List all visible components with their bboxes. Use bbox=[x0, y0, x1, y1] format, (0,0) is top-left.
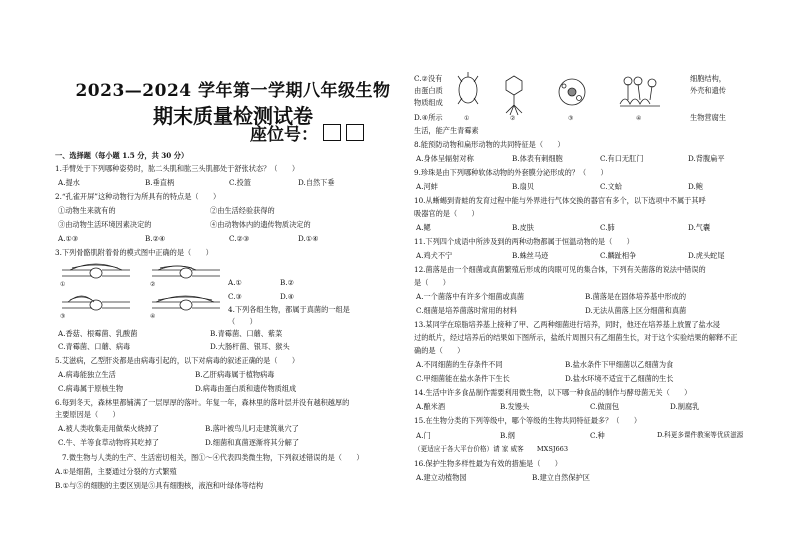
q7-opt-c-line3: 物质组成 bbox=[414, 98, 443, 107]
q2-opt-a: A.①③ bbox=[58, 234, 79, 243]
q1-opt-c: C.投篮 bbox=[229, 178, 251, 187]
q6-opt-c: C.牛、羊等食草动物将其吃掉了 bbox=[58, 438, 159, 447]
q13-stem-cont2: 确的是（ ） bbox=[414, 346, 465, 355]
q10-opt-c: C.肺 bbox=[600, 223, 615, 232]
fig-label-4: ④ bbox=[636, 115, 642, 122]
q16-opt-b: B.建立自然保护区 bbox=[532, 473, 590, 482]
q13-opt-d: D.盐水环境不适宜于乙细菌的生长 bbox=[565, 374, 674, 383]
exam-title-line1: 2023—2024 学年第一学期八年级生物 bbox=[75, 81, 391, 101]
q4-opt-d: D.大肠杆菌、银耳、猴头 bbox=[210, 342, 290, 351]
q6-stem: 6.每到冬天，森林里都铺满了一层厚厚的落叶。年复一年，森林里的落叶层并没有越积越厚的 bbox=[55, 398, 350, 407]
q7-opt-b: B.①与⑤的细胞的主要区别是⑤具有细胞核，液泡和叶绿体等结构 bbox=[55, 481, 264, 490]
q4-opt-a: A.香菇、根霉菌、乳酸菌 bbox=[58, 329, 138, 338]
q1-opt-b: B.垂直柄 bbox=[145, 178, 175, 187]
q6-opt-d: D.细菌和真菌逐渐将其分解了 bbox=[205, 438, 300, 447]
q1-opt-a: A.提水 bbox=[58, 178, 80, 187]
q5-stem: 5.艾滋病，乙型肝炎都是由病毒引起的，以下对病毒的叙述正确的是（ ） bbox=[55, 356, 300, 365]
q14-opt-c: C.做面包 bbox=[590, 402, 620, 411]
q12-opt-c: C.细菌是培养菌落时常用的材料 bbox=[416, 306, 517, 315]
q11-opt-d: D.虎头蛇尾 bbox=[688, 251, 725, 260]
q4-paren: （ ） bbox=[228, 317, 257, 326]
q14-opt-d: D.制腐乳 bbox=[670, 402, 700, 411]
q6-opt-a: A.被人类收集走用做柴火烧掉了 bbox=[58, 424, 159, 433]
q5-opt-d: D.病毒由蛋白质和遗传物质组成 bbox=[195, 384, 297, 393]
q5-opt-b: B.乙肝病毒属于植物病毒 bbox=[195, 370, 275, 379]
q14-stem: 14.生活中许多食品制作需要利用微生物，以下哪一种食品的制作与酵母菌无关（ ） bbox=[414, 388, 692, 397]
q11-opt-b: B.蛛丝马迹 bbox=[512, 251, 549, 260]
q13-opt-b: B.盐水条件下甲细菌以乙细菌为食 bbox=[565, 360, 674, 369]
q11-stem: 11.下列四个成语中所涉及到的两种动物都属于恒温动物的是（ ） bbox=[414, 237, 634, 246]
section-heading: 一、选择题（每小题 1.5 分，共 30 分） bbox=[55, 151, 189, 160]
q10-opt-d: D.气囊 bbox=[688, 223, 711, 232]
q2-opt-b: B.②④ bbox=[145, 234, 166, 243]
q8-opt-c: C.有口无肛门 bbox=[600, 154, 644, 163]
q4-opt-c: C.青霉菌、口蘑、病毒 bbox=[58, 342, 131, 351]
q13-opt-a: A.不同细菌的生存条件不同 bbox=[416, 360, 503, 369]
q4-opt-b: B.青霉菌、口蘑、紫菜 bbox=[210, 329, 283, 338]
q4-stem: 4.下列各组生物，都属于真菌的一组是 bbox=[228, 305, 350, 314]
seat-number bbox=[250, 120, 364, 145]
side-text-3: 生物营腐生 bbox=[690, 113, 726, 122]
q7-opt-c-line1: C.②没有 bbox=[414, 74, 443, 83]
q10-stem: 10.从蜥蜴到青蛙的发育过程中能与外界进行气体交换的器官有多个，以下选项中不属于其呼 bbox=[414, 196, 706, 205]
q7-microbe-figures bbox=[452, 70, 682, 122]
q7-opt-a: A.①是细菌，主要通过分裂的方式繁殖 bbox=[55, 467, 177, 476]
q15-opt-d: D.科更多课件教案等优质滋源 bbox=[657, 431, 744, 439]
q15-stem: 15.在生物分类的下列等级中，哪个等级的生物共同特征最多？（ ） bbox=[414, 416, 642, 425]
q15-opt-a: A.门 bbox=[416, 431, 431, 440]
q1-stem: 1.手臂处于下列哪种姿势时，肱二头肌和肱三头肌都处于舒张状态？（ ） bbox=[55, 164, 300, 173]
q12-stem-cont: 是（ ） bbox=[414, 278, 450, 287]
q10-opt-a: A.鳃 bbox=[416, 223, 431, 232]
q10-opt-b: B.皮肤 bbox=[512, 223, 534, 232]
q13-opt-c: C.甲细菌能在盐水条件下生长 bbox=[416, 374, 510, 383]
q9-opt-d: D.鲍 bbox=[688, 182, 703, 191]
q15-opt-b: B.纲 bbox=[500, 431, 515, 440]
seat-label: 座位号： bbox=[250, 125, 318, 145]
seat-box-2 bbox=[346, 124, 364, 141]
q3-stem: 3.下列骨骼肌附着骨的模式图中正确的是（ ） bbox=[55, 248, 213, 257]
exam-title-line2: 期末质量检测试卷 bbox=[153, 104, 313, 128]
q2-s2: ②由生活经验获得的 bbox=[210, 206, 275, 215]
watermark-note: （更适应于各大平台价格）请 家 威客 MXSJ663 bbox=[414, 445, 569, 453]
fig-label-3: ③ bbox=[568, 115, 574, 122]
q16-opt-a: A.建立动植物园 bbox=[416, 473, 467, 482]
svg-text:①: ① bbox=[60, 281, 66, 288]
q7-stem: 7.微生物与人类的生产、生活密切相关，图①～④代表四类微生物，下列叙述错误的是（ ） bbox=[62, 453, 364, 462]
q9-opt-a: A.河蚌 bbox=[416, 182, 438, 191]
q9-opt-c: C.文蛤 bbox=[600, 182, 622, 191]
side-text-2: 外壳和遗传 bbox=[690, 86, 726, 95]
q2-opt-d: D.①④ bbox=[298, 234, 319, 243]
side-text-1: 细胞结构， bbox=[690, 74, 726, 83]
q2-stem: 2.“孔雀开屏”这种动物行为所具有的特点是（ ） bbox=[55, 192, 221, 201]
q12-stem: 12.菌落是由一个细菌或真菌繁殖后形成的肉眼可见的集合体，下列有关菌落的说法中错误的 bbox=[414, 265, 706, 274]
q3-opt-a: A.① bbox=[228, 278, 242, 287]
q3-opt-b: B.② bbox=[280, 278, 295, 287]
q2-s1: ①动物生来就有的 bbox=[58, 206, 116, 215]
q13-stem-cont1: 过的纸片，经过培养后的结果如下图所示，盐纸片周围只有乙细菌生长，对于这个实验结果的解释不正 bbox=[414, 333, 738, 342]
svg-text:④: ④ bbox=[150, 313, 156, 320]
q14-opt-a: A.酿米酒 bbox=[416, 402, 446, 411]
q12-opt-d: D.无法从菌落上区分细菌和真菌 bbox=[585, 306, 687, 315]
q16-stem: 16.保护生物多样性最为有效的措施是（ ） bbox=[414, 459, 562, 468]
q2-s4: ④由动物体内的遗传物质决定的 bbox=[210, 220, 311, 229]
q7-opt-c-line2: 由蛋白质 bbox=[414, 86, 443, 95]
q12-opt-a: A.一个菌落中有许多个细菌或真菌 bbox=[416, 292, 525, 301]
q8-opt-d: D.背腹扁平 bbox=[688, 154, 725, 163]
q8-opt-a: A.身体呈辐射对称 bbox=[416, 154, 474, 163]
q6-opt-b: B.落叶被鸟儿叼走建筑巢穴了 bbox=[205, 424, 299, 433]
seat-box-1 bbox=[323, 124, 341, 141]
q9-opt-b: B.扇贝 bbox=[512, 182, 534, 191]
q9-stem: 9.珍珠是由下列哪种软体动物的外套膜分泌形成的？（ ） bbox=[414, 168, 608, 177]
q6-stem-cont: 主要原因是（ ） bbox=[55, 410, 120, 419]
fig-label-2: ② bbox=[510, 115, 516, 122]
q8-stem: 8.能预防动物和扁形动物的共同特征是（ ） bbox=[414, 140, 565, 149]
q5-opt-a: A.病毒能独立生活 bbox=[58, 370, 116, 379]
q7-opt-d-line1: D.④所示 bbox=[414, 113, 443, 122]
svg-text:③: ③ bbox=[60, 313, 66, 320]
q2-s3: ③由动物生活环境因素决定的 bbox=[58, 220, 152, 229]
fig-label-1: ① bbox=[464, 115, 470, 122]
q14-opt-b: B.发馒头 bbox=[500, 402, 530, 411]
q2-opt-c: C.②③ bbox=[229, 234, 250, 243]
q1-opt-d: D.自然下垂 bbox=[298, 178, 335, 187]
q12-opt-b: B.菌落是在固体培养基中形成的 bbox=[585, 292, 687, 301]
q11-opt-a: A.鸡犬不宁 bbox=[416, 251, 453, 260]
q15-opt-c: C.种 bbox=[590, 431, 605, 440]
q10-stem-cont: 吸器官的是（ ） bbox=[414, 209, 479, 218]
q8-opt-b: B.体表有刺细胞 bbox=[512, 154, 563, 163]
svg-text:②: ② bbox=[150, 281, 156, 288]
q5-opt-c: C.病毒属于原核生物 bbox=[58, 384, 124, 393]
q3-muscle-diagrams bbox=[58, 260, 223, 322]
q13-stem: 13.某同学在琼脂培养基上接种了甲、乙两种细菌进行培养，同时，他还在培养基上放置了盐水浸 bbox=[414, 320, 721, 329]
q7-opt-d-line2: 生活，能产生青霉素 bbox=[414, 126, 479, 135]
q11-opt-c: C.麟趾相争 bbox=[600, 251, 637, 260]
q3-opt-c: C.③ bbox=[228, 292, 242, 301]
q3-opt-d: D.④ bbox=[280, 292, 295, 301]
